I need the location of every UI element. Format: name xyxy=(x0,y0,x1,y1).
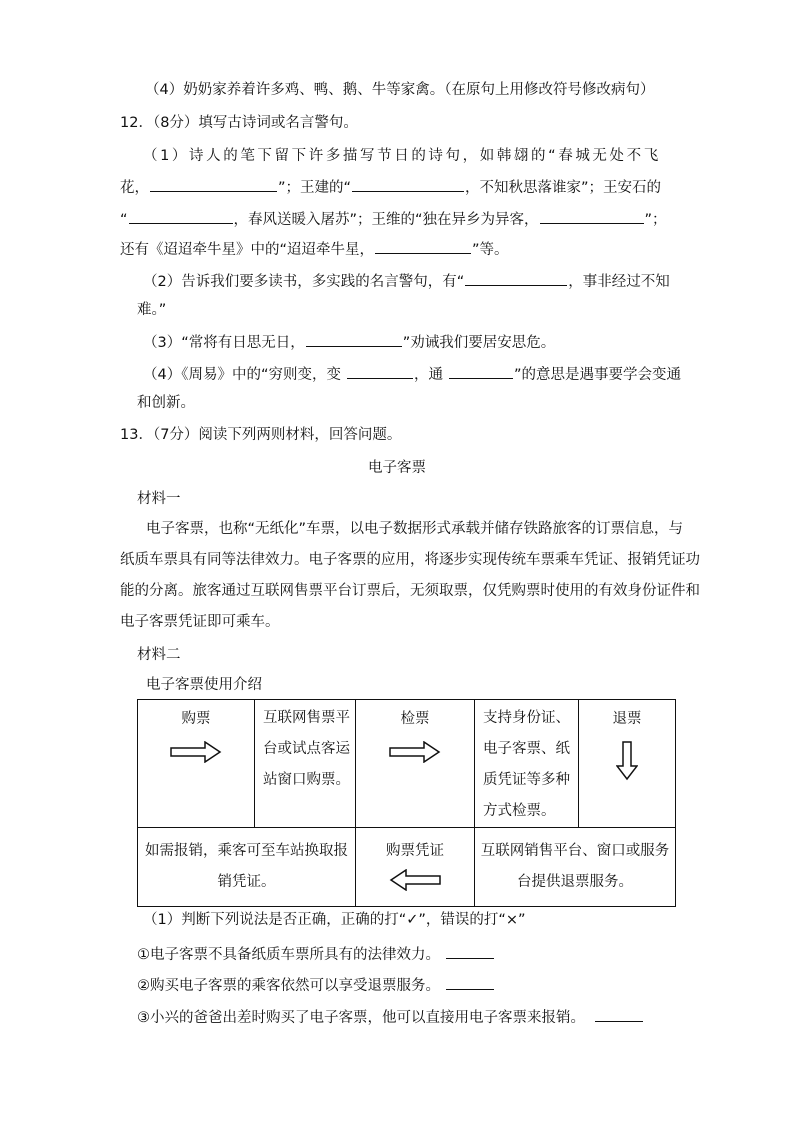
q13-title: 电子客票 xyxy=(368,460,426,476)
voucher-label: 购票凭证 xyxy=(386,843,444,859)
down-arrow-icon xyxy=(616,741,638,781)
q12-p1-line3 xyxy=(120,208,667,230)
text: ，通 xyxy=(414,367,443,383)
text: ”的意思是遇事要学会变通 xyxy=(514,367,682,383)
text: ”劝诫我们要居安思危。 xyxy=(402,335,556,351)
blank-1[interactable] xyxy=(150,176,277,192)
blank-9[interactable] xyxy=(449,363,513,379)
q12-p2-line2: 难。” xyxy=(137,302,167,318)
q12-p4-line1 xyxy=(143,363,681,385)
statement-text: ③小兴的爸爸出差时购买了电子客票，他可以直接用电子客票来报销。 xyxy=(137,1010,585,1026)
cell-reimburse-desc: 如需报销，乘客可至车站换取报销凭证。 xyxy=(138,828,356,907)
buy-label: 购票 xyxy=(181,711,211,727)
material1-line: 能的分离。旅客通过互联网售票平台订票后，无须取票，仅凭购票时使用的有效身份证件和 xyxy=(120,583,700,599)
cell-voucher xyxy=(356,828,475,907)
statement-2 xyxy=(137,974,494,996)
answer-blank[interactable] xyxy=(595,1006,643,1022)
text: 还有《迢迢牵牛星》中的“迢迢牵牛星， xyxy=(120,242,375,258)
text: （4）《周易》中的“穷则变，变 xyxy=(143,367,341,383)
cell-buy xyxy=(138,700,255,828)
cell-check-desc: 支持身份证、电子客票、纸质凭证等多种方式检票。 xyxy=(475,700,579,828)
statement-text: ①电子客票不具备纸质车票所具有的法律效力。 xyxy=(137,947,440,963)
e-ticket-table xyxy=(137,699,676,907)
q13-header: 13．（7分）阅读下列两则材料，回答问题。 xyxy=(120,427,402,443)
blank-2[interactable] xyxy=(352,176,464,192)
blank-6[interactable] xyxy=(465,270,567,286)
text: （3）“常将有日思无日， xyxy=(143,335,305,351)
cell-refund-desc: 互联网销售平台、窗口或服务台提供退票服务。 xyxy=(475,828,676,907)
right-arrow-icon xyxy=(170,741,222,763)
right-arrow-icon xyxy=(389,741,441,763)
q11-item4: （4）奶奶家养着许多鸡、鸭、鹅、牛等家禽。（在原句上用修改符号修改病句） xyxy=(145,82,655,98)
statement-1 xyxy=(137,943,494,965)
text: ”；王建的“ xyxy=(278,180,352,196)
q12-p1-line1: （1）诗人的笔下留下许多描写节日的诗句，如韩翃的“春城无处不飞 xyxy=(143,148,661,164)
q12-p2-line1 xyxy=(143,270,670,292)
material1-line: 电子客票凭证即可乘车。 xyxy=(120,614,280,630)
text: ，不知秋思落谁家”；王安石的 xyxy=(465,180,662,196)
check-label: 检票 xyxy=(400,711,430,727)
text: “ xyxy=(120,212,128,228)
q13-sub1-header: （1）判断下列说法是否正确，正确的打“✓”，错误的打“×” xyxy=(143,912,526,928)
material1-line: 电子客票，也称“无纸化”车票，以电子数据形式承载并储存铁路旅客的订票信息，与 xyxy=(146,521,684,537)
material2-label: 材料二 xyxy=(137,647,181,663)
q12-p4-line2: 和创新。 xyxy=(137,395,195,411)
q12-p3 xyxy=(143,331,555,353)
text: ”等。 xyxy=(472,242,509,258)
material1-label: 材料一 xyxy=(137,491,181,507)
answer-blank[interactable] xyxy=(446,974,494,990)
table-caption: 电子客票使用介绍 xyxy=(146,677,262,693)
text: ”； xyxy=(644,212,667,228)
text: ，春风送暖入屠苏”；王维的“独在异乡为异客， xyxy=(233,212,539,228)
statement-3 xyxy=(137,1006,643,1028)
statement-text: ②购买电子客票的乘客依然可以享受退票服务。 xyxy=(137,978,440,994)
text: （2）告诉我们要多读书，多实践的名言警句，有“ xyxy=(143,274,465,290)
blank-7[interactable] xyxy=(306,331,402,347)
cell-check xyxy=(356,700,475,828)
blank-8[interactable] xyxy=(347,363,413,379)
blank-5[interactable] xyxy=(375,238,471,254)
blank-4[interactable] xyxy=(540,208,644,224)
cell-refund xyxy=(579,700,676,828)
refund-label: 退票 xyxy=(612,711,642,727)
q12-p1-line2 xyxy=(120,176,661,198)
cell-buy-desc: 互联网售票平台或试点客运站窗口购票。 xyxy=(255,700,356,828)
blank-3[interactable] xyxy=(129,208,233,224)
text: 花， xyxy=(120,180,149,196)
q12-header: 12．（8分）填写古诗词或名言警句。 xyxy=(120,115,358,131)
q12-p1-line4 xyxy=(120,238,509,260)
text: ，事非经过不知 xyxy=(568,274,670,290)
material1-line: 纸质车票具有同等法律效力。电子客票的应用，将逐步实现传统车票乘车凭证、报销凭证功 xyxy=(120,552,700,568)
answer-blank[interactable] xyxy=(446,943,494,959)
left-arrow-icon xyxy=(389,869,441,891)
